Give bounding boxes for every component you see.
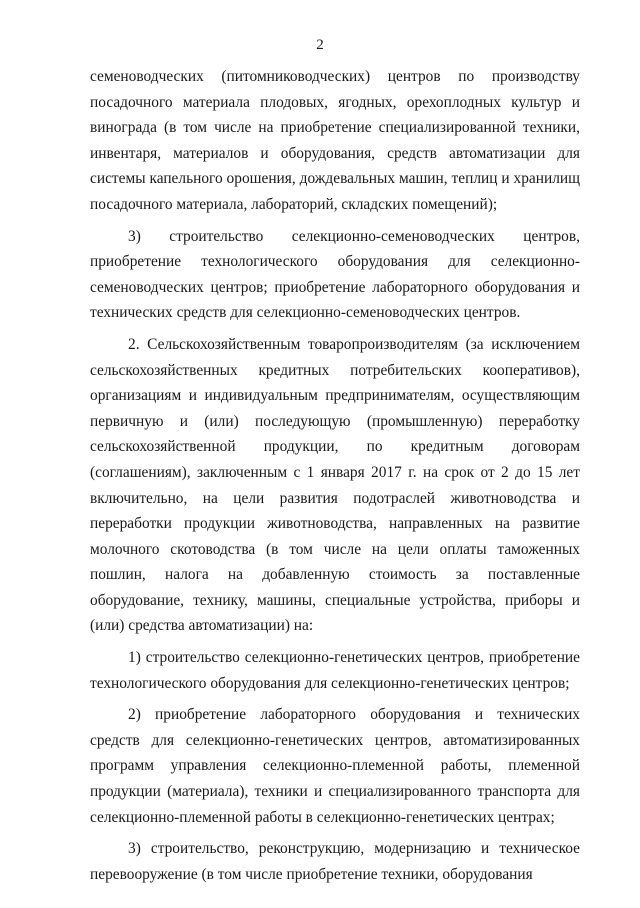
paragraph-4: 1) строительство селекционно-генетических центров, приобретение технологического оборудования для селекционно-генетических центров; (90, 649, 580, 692)
paragraph-1: семеноводческих (питомниководческих) центров по производству посадочного материала плодовых, ягодных, орехоплодных культур и винограда (в том числе на приобретение специализированной техники, инвентаря, материалов и оборудования, средств автоматизации для системы капельного орошения, дождевальных машин, теплиц и хранилищ посадочного материала, лабораторий, складских помещений); (90, 68, 580, 213)
page-number: 2 (316, 37, 324, 53)
paragraph-2: 3) строительство селекционно-семеноводческих центров, приобретение технологического оборудования для селекционно-семеноводческих центров; приобретение лабораторного оборудования и технических средств для селекционно-семеноводческих центров. (90, 227, 580, 322)
paragraph-5: 2) приобретение лабораторного оборудования и технических средств для селекционно-генетических центров, автоматизированных программ управления селекционно-племенной работы, племенной продукции (материала), техники и специализированного транспорта для селекционно-племенной работы в селекционно-генетических центрах; (90, 706, 580, 826)
paragraph-3: 2. Сельскохозяйственным товаропроизводителям (за исключением сельскохозяйственных кредитных потребительских кооперативов), организациям и индивидуальным предпринимателям, осуществляющим первичную и (или) последующую (промышленную) переработку сельскохозяйственной продукции, по кредитным договорам (соглашениям), заключенным с 1 января 2017 г. на срок от 2 до 15 лет включительно, на цели развития подотраслей животноводства и переработки продукции животноводства, направленных на развитие молочного скотоводства (в том числе на цели оплаты таможенных пошлин, налога на добавленную стоимость за поставленные оборудование, технику, машины, специальные устройства, приборы и (или) средства автоматизации) на: (90, 335, 580, 635)
paragraph-6: 3) строительство, реконструкцию, модернизацию и техническое перевооружение (в том числе приобретение техники, оборудования (90, 840, 580, 883)
document-body (90, 64, 580, 893)
